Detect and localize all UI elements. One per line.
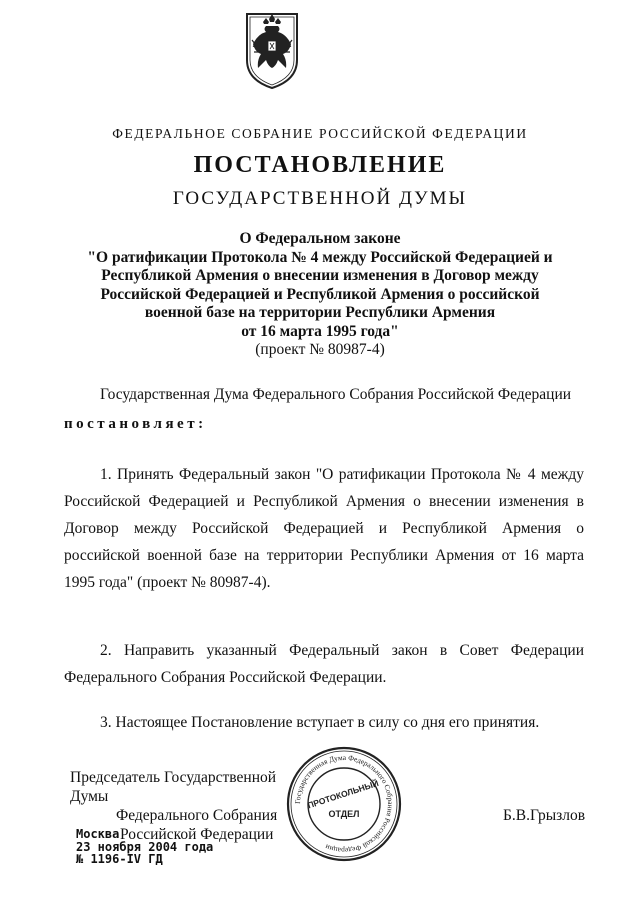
document-footer: [76, 828, 213, 866]
item-2: 2. Направить указанный Федеральный закон в Совет Федерации Федерального Собрания Российской Федерации.: [64, 642, 584, 686]
subject-line: от 16 марта 1995 года": [241, 322, 399, 340]
footer-city: Москва: [76, 827, 120, 841]
seal-center-bottom: ОТДЕЛ: [328, 809, 360, 819]
decides-label: постановляет:: [64, 416, 207, 432]
footer-date: 23 ноября 2004 года: [76, 839, 214, 854]
russian-coat-of-arms-icon: [243, 8, 301, 90]
org-name: ФЕДЕРАЛЬНОЕ СОБРАНИЕ РОССИЙСКОЙ ФЕДЕРАЦИИ: [112, 126, 528, 141]
subject-line: Российской Федерацией и Республикой Армения о российской: [100, 285, 540, 303]
document-subtitle: ГОСУДАРСТВЕННОЙ ДУМЫ: [172, 188, 468, 209]
preamble: Государственная Дума Федерального Собрания Российской Федерации: [100, 386, 572, 403]
seal-center-top: ПРОТОКОЛЬНЫЙ: [306, 777, 380, 811]
subject-line: "О ратификации Протокола № 4 между Российской Федерацией и: [87, 248, 553, 266]
item-3: 3. Настоящее Постановление вступает в силу со дня его принятия.: [100, 714, 540, 731]
signatory-name: Б.В.Грызлов: [503, 807, 586, 824]
subject-line: военной базе на территории Республики Армения: [144, 304, 496, 321]
position-line: Председатель Государственной Думы: [70, 769, 277, 805]
position-line: Федерального Собрания: [116, 807, 278, 824]
position-line: Российской Федерации: [120, 826, 274, 843]
subject-line: О Федеральном законе: [239, 230, 401, 247]
document-subject: [60, 230, 580, 360]
document-title: ПОСТАНОВЛЕНИЕ: [193, 152, 447, 178]
footer-number: № 1196-IV ГД: [76, 852, 163, 866]
item-1: 1. Принять Федеральный закон "О ратификации Протокола № 4 между Российской Федерацией и Республикой Армения о внесении изменения в Договор между Российской Федерацией и Республикой Армения о российской военной базе на территории Республики Армения от 16 марта 1995 года" (проект № 80987-4).: [64, 466, 584, 591]
subject-line: Республикой Армения о внесении изменения в Договор между: [101, 267, 539, 284]
round-seal-icon: [285, 745, 403, 863]
seal-ring-text: Государственная Дума Федерального Собрания Российской Федерации: [292, 752, 396, 856]
project-number: (проект № 80987-4): [255, 341, 385, 358]
